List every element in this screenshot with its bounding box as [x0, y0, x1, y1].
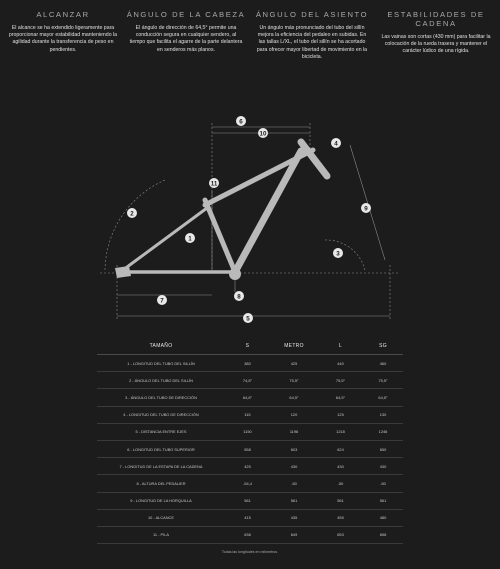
- marker-6: [236, 116, 246, 126]
- feature-description: El ángulo de dirección de 64,5° permite una conducción segura en cualquier sendero, al tiempo que facilita el agarre de la parte delantera en senderos más planos.: [129, 25, 243, 53]
- feature-title: ÁNGULO DEL ASIENTO: [255, 10, 369, 19]
- table-row: [97, 441, 403, 458]
- column-header-s: S: [245, 343, 250, 349]
- table-row: [97, 424, 403, 441]
- value-cell: 653: [337, 532, 344, 538]
- value-cell: 480: [379, 515, 387, 521]
- value-cell: 425: [290, 360, 298, 366]
- row-label-cell: 7 - LONGITUD DE LA ESTAPA DE LA CADENA: [119, 463, 203, 469]
- down-tube: [235, 151, 301, 272]
- feature-title: ÁNGULO DE LA CABEZA: [126, 10, 246, 19]
- table-row: [97, 510, 403, 527]
- table-row: [97, 527, 403, 544]
- table-row: [97, 458, 403, 475]
- value-cell: 638: [244, 532, 251, 538]
- dimension-lines: [100, 123, 400, 323]
- column-header-xl: SG: [379, 343, 387, 349]
- value-cell: 425: [244, 463, 251, 469]
- value-cell: 380: [244, 360, 251, 366]
- marker-2: [127, 208, 137, 218]
- feature-chainstays: [376, 10, 496, 56]
- table-header-row: [97, 338, 403, 355]
- value-cell: 1246: [378, 429, 388, 435]
- bike-frame-diagram: [95, 110, 405, 335]
- feature-title: ESTABILIDADES DE CADENA: [387, 10, 485, 28]
- value-cell: 561: [290, 498, 298, 504]
- geometry-table: [97, 338, 403, 554]
- row-label-cell: 3 - ÁNGULO DEL TUBO DE DIRECCIÓN: [125, 394, 197, 400]
- table-row: [97, 475, 403, 492]
- feature-reach: [3, 10, 123, 54]
- value-cell: 115: [244, 412, 251, 418]
- svg-text:3: 3: [336, 250, 340, 258]
- svg-text:11: 11: [210, 180, 218, 188]
- value-cell: 1150: [243, 429, 252, 435]
- value-cell: 650: [379, 446, 387, 452]
- table-body: [97, 355, 403, 544]
- row-label-cell: 5 - DISTANCIA ENTRE EJES: [135, 429, 187, 435]
- table-row: [97, 389, 403, 406]
- value-cell: 75,5°: [378, 377, 388, 383]
- value-cell: 120: [290, 412, 298, 418]
- value-cell: -50: [291, 480, 297, 486]
- value-cell: 624: [337, 446, 344, 452]
- head-angle-arc: [325, 240, 365, 270]
- value-cell: 430: [290, 463, 298, 469]
- value-cell: 74,8°: [242, 377, 253, 383]
- value-cell: 1196: [289, 429, 299, 435]
- value-cell: 1218: [336, 429, 345, 435]
- marker-10: [258, 128, 268, 138]
- feature-description: Las vainas son cortas (430 mm) para facilitar la colocación de la rueda trasera y mantener el carácter lúdico de una rígida.: [381, 34, 491, 55]
- value-cell: 658: [379, 532, 387, 538]
- row-label-cell: 10 - ALCANCE: [148, 515, 174, 521]
- row-label-cell: 2 - ÁNGULO DEL TUBO DEL SILLÍN: [129, 377, 193, 383]
- value-cell: 64,5°: [378, 394, 388, 400]
- table-row: [97, 355, 403, 372]
- marker-3: [333, 248, 343, 258]
- svg-text:9: 9: [364, 205, 368, 213]
- marker-7: [157, 295, 167, 305]
- value-cell: 558: [244, 446, 251, 452]
- value-cell: 430: [337, 463, 344, 469]
- value-cell: 460: [379, 360, 387, 366]
- value-cell: 440: [337, 360, 344, 366]
- value-cell: 415: [244, 515, 251, 521]
- value-cell: 64,5°: [289, 394, 299, 400]
- top-tube: [205, 150, 313, 205]
- column-header-l: L: [338, 343, 343, 349]
- table-row: [97, 372, 403, 389]
- value-cell: 125: [337, 412, 344, 418]
- table-row: [97, 493, 403, 510]
- feature-seat-angle: [252, 10, 372, 61]
- svg-text:1: 1: [188, 235, 192, 243]
- value-cell: 75,5°: [335, 377, 346, 383]
- feature-description: El alcance se ha extendido ligeramente para proporcionar mayor estabilidad manteniendo la agilidad durante la transferencia de peso en pendientes.: [8, 25, 118, 53]
- marker-4: [331, 138, 341, 148]
- svg-text:4: 4: [334, 140, 338, 148]
- column-header-size: TAMAÑO: [149, 343, 173, 349]
- svg-text:7: 7: [160, 297, 164, 305]
- bottom-bracket: [229, 268, 241, 280]
- table-row: [97, 407, 403, 424]
- value-cell: 75,5°: [289, 377, 299, 383]
- svg-text:6: 6: [239, 118, 243, 126]
- value-cell: 130: [379, 412, 387, 418]
- value-cell: 649: [290, 532, 298, 538]
- value-cell: 455: [337, 515, 344, 521]
- feature-highlights: [0, 0, 500, 120]
- svg-text:5: 5: [246, 315, 250, 323]
- row-label-cell: 6 - LONGITUD DEL TUBO SUPERIOR: [127, 446, 195, 452]
- value-cell: 603: [290, 446, 298, 452]
- marker-5: [243, 313, 253, 323]
- row-label-cell: 4 - LONGITUD DEL TUBO DE DIRECCIÓN: [123, 412, 199, 418]
- feature-head-angle: [126, 10, 246, 54]
- row-label-cell: 8 - ALTURA DEL PEDALIER: [136, 480, 186, 486]
- row-label-cell: 11 - PILA: [153, 532, 169, 538]
- value-cell: 561: [244, 498, 251, 504]
- feature-title: ALCANZAR: [36, 10, 90, 19]
- table-footnote: Todas las longitudes en milímetros.: [221, 550, 279, 555]
- value-cell: -54,4: [243, 480, 252, 486]
- value-cell: 64,8°: [242, 394, 253, 400]
- row-label-cell: 1 - LONGITUD DEL TUBO DEL SILLÍN: [127, 360, 195, 366]
- fork-dimension-line: [350, 145, 385, 260]
- bike-frame: [115, 142, 327, 280]
- value-cell: 561: [337, 498, 344, 504]
- marker-1: [185, 233, 195, 243]
- seat-tube: [205, 200, 235, 272]
- value-cell: -50: [380, 480, 386, 486]
- value-cell: 561: [379, 498, 387, 504]
- column-header-m: METRO: [284, 343, 304, 349]
- value-cell: -50: [337, 480, 344, 486]
- svg-text:2: 2: [130, 210, 134, 218]
- head-tube: [301, 142, 327, 176]
- seat-angle-arc: [105, 180, 165, 270]
- value-cell: 64,5°: [335, 394, 346, 400]
- row-label-cell: 9 - LONGITUD DE LA HORQUILLA: [130, 498, 192, 504]
- marker-8: [234, 291, 244, 301]
- svg-text:10: 10: [259, 130, 267, 138]
- feature-description: Un ángulo más pronunciado del tubo del sillín mejora la eficiencia del pedaleo en subidas. En las tallas L/XL, el tubo del sillín se ha acortado para ofrecer mayor libertad de movimiento en la bicicleta.: [256, 25, 368, 60]
- rear-dropout: [115, 266, 131, 278]
- marker-11: [209, 178, 219, 188]
- value-cell: 430: [379, 463, 387, 469]
- value-cell: 435: [290, 515, 298, 521]
- dimension-markers: [127, 116, 371, 323]
- geometry-diagram: [95, 110, 405, 335]
- marker-9: [361, 203, 371, 213]
- svg-text:8: 8: [237, 293, 241, 301]
